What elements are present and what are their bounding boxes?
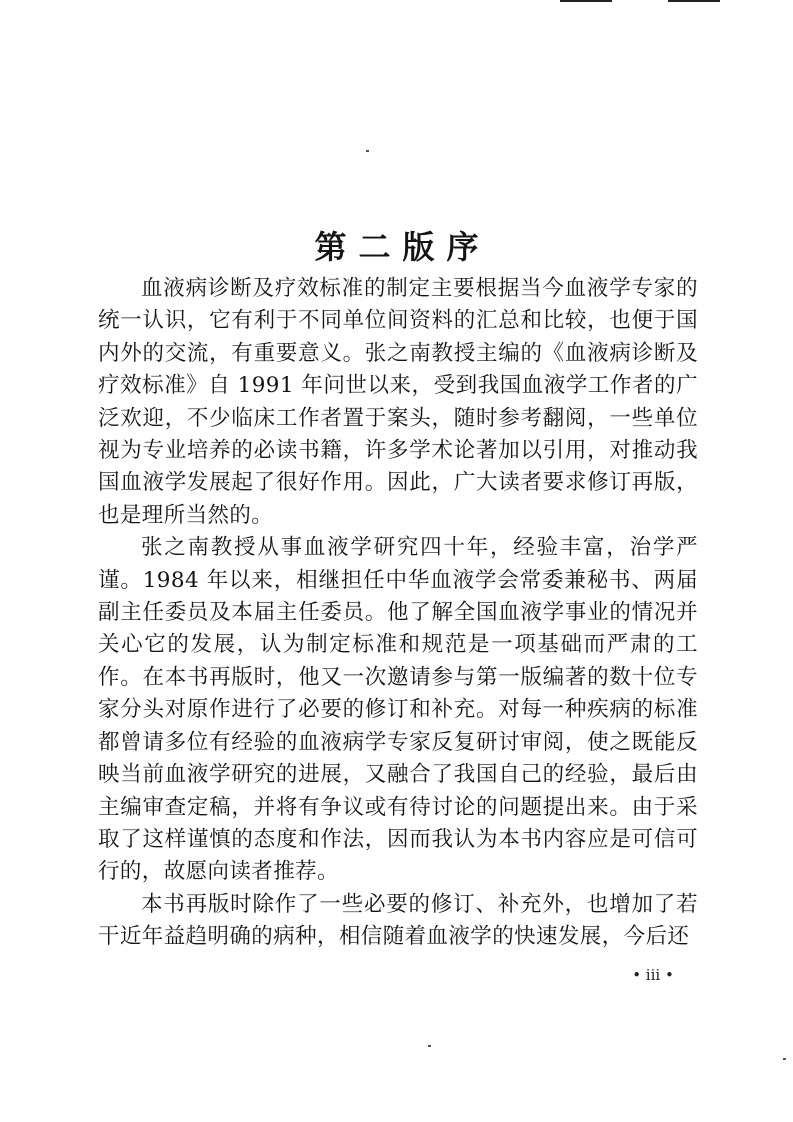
scan-speck bbox=[366, 150, 369, 152]
paragraph-1: 血液病诊断及疗效标准的制定主要根据当今血液学专家的统一认识，它有利于不同单位间资料的汇总和比较，也便于国内外的交流，有重要意义。张之南教授主编的《血液病诊断及疗效标准》自 1991 年问世以来，受到我国血液学工作者的广泛欢迎，不少临床工作者置于案头，随时参考翻阅，一些单位视为专业培养的必读书籍，许多学术论著加以引用，对推动我国血液学发展起了很好作用。因此，广大读者要求修订再版，也是理所当然的。 bbox=[98, 276, 698, 528]
page-title: 第二版序 bbox=[314, 228, 491, 267]
top-rule-left bbox=[560, 0, 612, 2]
scan-speck bbox=[783, 1058, 786, 1060]
paragraph-2: 张之南教授从事血液学研究四十年，经验丰富，治学严谨。1984 年以来，相继担任中华血液学会常委兼秘书、两届副主任委员及本届主任委员。他了解全国血液学事业的情况并关心它的发展，认为制定标准和规范是一项基础而严肃的工作。在本书再版时，他又一次邀请参与第一版编著的数十位专家分头对原作进行了必要的修订和补充。对每一种疾病的标准都曾请多位有经验的血液病学专家反复研讨审阅，使之既能反映当前血液学研究的进展，又融合了我国自己的经验，最后由主编审查定稿，并将有争议或有待讨论的问题提出来。由于采取了这样谨慎的态度和作法，因而我认为本书内容应是可信可行的，故愿向读者推荐。 bbox=[98, 535, 698, 885]
paragraph-3: 本书再版时除作了一些必要的修订、补充外，也增加了若干近年益趋明确的病种，相信随着血液学的快速发展，今后还 bbox=[98, 891, 698, 950]
scan-speck bbox=[428, 1045, 431, 1047]
top-rule-right bbox=[668, 0, 720, 2]
body-text bbox=[98, 273, 698, 954]
page-number: • iii • bbox=[632, 966, 674, 984]
